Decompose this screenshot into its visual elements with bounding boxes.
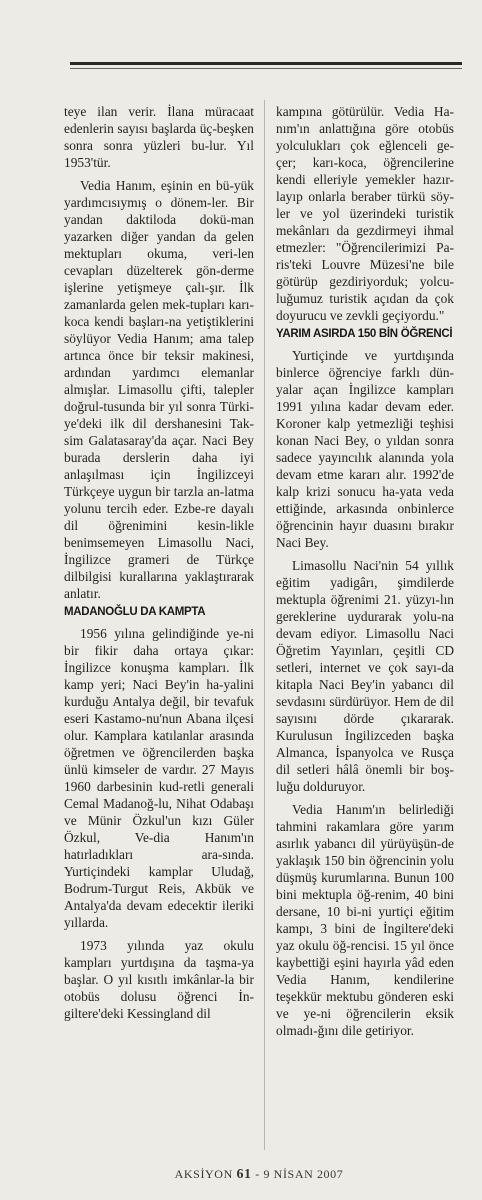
footer-separator: - (255, 1167, 260, 1181)
left-paragraph-3: 1956 yılına gelindiğinde ye-ni bir fikir daha ortaya çıkar: İngilizce konuşma kampları. İlk kamp yeri; Naci Bey'in ha-yalini kurduğu Antalya değil, bir tevafuk eseri Kastamo-nu'nun Abana ilçesi olur. Kamplara katılanlar arasında öğretmen ve öğrencilerden başka ünlü kimseler de vardır. 27 Mayıs 1960 darbesinin kud-retli generali Cemal Madanoğ-lu, Nihat Odabaşı ve Münir Özkul'un kızı Güler Özkul, Ve-dia Hanım'ın hatırladıkları ara-sında. Yurtiçindeki kamplar Uludağ, Bodrum-Turgut Reis, Akbük ve Antalya'da devam edecektir ileriki yıllarda. (64, 626, 254, 930)
page-number: 61 (236, 1167, 252, 1182)
left-column (64, 103, 254, 1022)
issue-date: 9 NİSAN 2007 (263, 1167, 344, 1181)
subheading-madanoglu: MADANOĞLU DA KAMPTA (64, 606, 206, 618)
column-divider (264, 100, 265, 1150)
subheading-150-bin: YARIM ASIRDA 150 BİN ÖĞRENCİ (276, 328, 453, 340)
right-paragraph-1: kampına götürülür. Vedia Ha-nım'ın anlattığına göre otobüs yolculukları çok eğlenceli ge-çer; karı-koca, öğrencilerine kendi elleriyle yemekler hazır-layıp onlarla beraber türkü söy-ler ve yol üzerindeki turistik mekânları da gezdirmeyi ihmal etmezler: "Öğrencilerimizi Pa-ris'teki Louvre Müzesi'ne bile götürüp gezdiriyorduk; yolcu-luğumuz turistik açıdan da çok doyurucu ve zevkli geçiyordu." (276, 104, 454, 323)
left-paragraph-4: 1973 yılında yaz okulu kampları yurtdışına da taşma-ya başlar. O yıl kısıtlı imkânlar-la bir otobüs dolusu öğrenci İn-giltere'deki Kessingland dil (64, 938, 254, 1021)
left-paragraph-1: teye ilan verir. İlana müracaat edenlerin sayısı başlarda üç-beşken sonra sonra yüzleri bu-lur. Yıl 1953'tür. (64, 104, 254, 170)
right-column (276, 103, 454, 1039)
right-paragraph-4: Vedia Hanım'ın belirlediği tahmini rakamlara göre yarım asırlık yabancı dil yürüyüşün-de yaklaşık 150 bin öğrencinin yolu düşmüş kurumlarına. Bunun 100 bini mektupla öğ-renim, 40 bini dersane, 10 bi-ni yurtiçi eğitim kampı, 3 bini de İngiltere'deki yaz okulu öğ-rencisi. 15 yıl önce kaybettiği eşini hayırla yâd eden Vedia Hanım, kendilerine teşekkür mektubu gönderen eski ve ye-ni öğrencilerin eksik olmadı-ğını dile getiriyor. (276, 802, 454, 1038)
magazine-name: AKSİYON (174, 1167, 233, 1181)
page-footer (64, 1167, 454, 1183)
right-paragraph-3: Limasollu Naci'nin 54 yıllık eğitim yadigârı, şimdilerde mektupla öğrenimi 21. yüzyı-lın gereklerine uydurarak yolu-na devam ediyor. Limasollu Naci Öğretim Yayınları, çeşitli CD setleri, internet ve çok sayı-da kitapla Naci Bey'in yabancı dil sevdasını sürdürüyor. Hem de dil sayısını dörde çıkararak. Kurulusun İngilizceden başka Almanca, İspanyolca ve Rusça dil setleri hâlâ önemli bir boş-luğu dolduruyor. (276, 558, 454, 794)
header-rule (70, 62, 462, 65)
left-paragraph-2: Vedia Hanım, eşinin en bü-yük yardımcısıymış o dönem-ler. Bir yandan daktiloda dokü-man yazarken diğer yandan da gelen mektupları okuma, veri-len cevapları düzelterek gön-derme işlerine yetişmeye çalı-şır. İlk zamanlarda gelen mek-tupları karı-koca kendi başları-na yetiştiklerini söylüyor Vedia Hanım; ama talep artınca önce bir teksir makinesi, ardından yardımcı elemanlar almışlar. Limasollu çifti, talepler doğrul-tusunda bir yıl sonra Türki-ye'deki ilk dil dershanesini Tak-sim Galatasaray'da açar. Naci Bey burada derslerin daha iyi anlaşılması için İngilizceyi Türkçeye uygun bir tarzla an-latma yolunu tercih eder. Ezbe-re dayalı dil öğrenimini kesin-likle benimsemeyen Limasollu Naci, İngilizce grameri de Türkçe dilbilgisi kurallarına yaklaştırarak anlatır. (64, 178, 254, 601)
header-rule-thin (70, 68, 462, 69)
right-paragraph-2: Yurtiçinde ve yurtdışında binlerce öğrenciye farklı dün-yalar açan İngilizce kampları 1991 yılına kadar devam eder. Koroner kalp yetmezliği teşhisi konan Naci Bey, o yıldan sonra sadece yayıncılık alanında yola devam etme kararı alır. 1992'de kalp krizi sonucu ha-yata veda ettiğinde, arkasında onbinlerce öğrencinin hayır duasını bırakır Naci Bey. (276, 348, 454, 550)
